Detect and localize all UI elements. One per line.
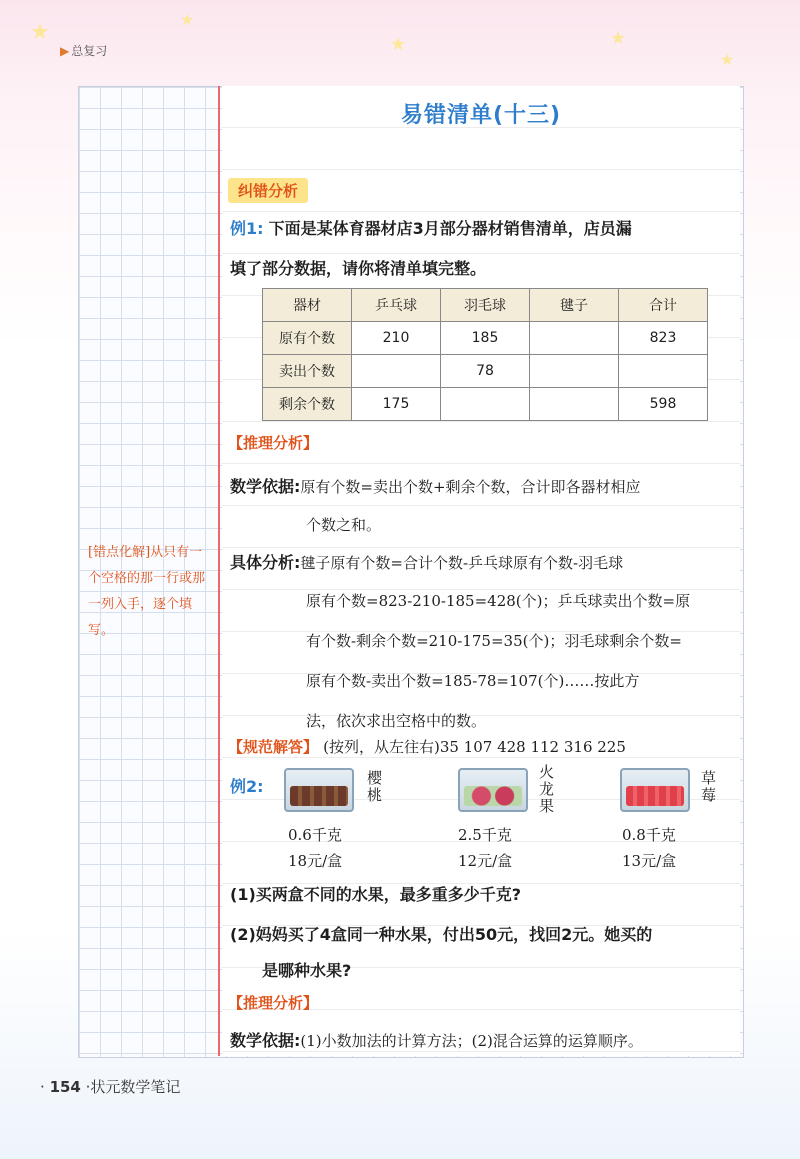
fruit-cherry [284, 768, 354, 812]
table-cell [441, 388, 530, 421]
star-decoration-icon: ★ [30, 20, 50, 45]
page-footer [40, 1076, 180, 1097]
star-decoration-icon: ★ [610, 28, 627, 49]
example1-question-line1: 例1: 下面是某体育器材店3月部分器材销售清单，店员漏 [230, 219, 632, 238]
table-header-cell: 器材 [263, 289, 352, 322]
basis-line2: 个数之和。 [306, 516, 382, 534]
analysis-line3: 有个数-剩余个数=210-175=35(个)；羽毛球剩余个数= [306, 632, 682, 650]
fruit-dragonfruit [458, 768, 528, 812]
analysis-label: 具体分析: [230, 553, 301, 572]
table-row-head: 卖出个数 [263, 355, 352, 388]
strawberry-box-icon [620, 768, 690, 812]
analysis-line5: 法，依次求出空格中的数。 [306, 712, 487, 730]
table-cell: 175 [352, 388, 441, 421]
table-cell [530, 355, 619, 388]
table-row-head: 剩余个数 [263, 388, 352, 421]
star-decoration-icon: ★ [390, 34, 407, 55]
example2-question2-line1: (2)妈妈买了4盒同一种水果，付出50元，找回2元。她买的 [230, 925, 653, 944]
fruit-price: 18元/盒 [288, 852, 343, 870]
margin-line [218, 86, 220, 1056]
triangle-icon: ▶ [60, 44, 70, 58]
basis-label: 数学依据: [230, 477, 301, 496]
example1-question-line2: 填了部分数据，请你将清单填完整。 [230, 259, 487, 278]
section-label: 纠错分析 [228, 178, 308, 203]
table-row [263, 355, 708, 388]
cherry-box-icon [284, 768, 354, 812]
table-row [263, 388, 708, 421]
fruit-strawberry [620, 768, 690, 812]
star-decoration-icon: ★ [720, 50, 735, 69]
analysis-line1: 具体分析:毽子原有个数=合计个数-乒乓球原有个数-羽毛球 [230, 553, 624, 572]
main-content [222, 86, 740, 1056]
book-title: ·状元数学笔记 [85, 1078, 181, 1096]
answer-text: (按列，从左往右)35 107 428 112 316 225 [323, 738, 626, 756]
table-header-cell: 合计 [619, 289, 708, 322]
fruit-price: 13元/盒 [622, 852, 677, 870]
basis-line1: 数学依据:原有个数=卖出个数+剩余个数，合计即各器材相应 [230, 477, 641, 496]
table-row-head: 原有个数 [263, 322, 352, 355]
star-decoration-icon: ★ [180, 10, 195, 29]
table-header-cell: 毽子 [530, 289, 619, 322]
section-tag: ▶ 总复习 [60, 44, 108, 58]
page-title: 易错清单(十三) [400, 103, 562, 128]
fruit-weight: 0.6千克 [288, 826, 342, 844]
fruit-name: 火龙果 [537, 764, 555, 815]
table-cell [530, 322, 619, 355]
table-cell: 185 [441, 322, 530, 355]
margin-note: [错点化解]从只有一个空格的那一行或那一列入手，逐个填写。 [88, 545, 206, 638]
table-header-cell: 乒乓球 [352, 289, 441, 322]
example2-label-line [230, 774, 264, 797]
example2-basis: 数学依据:(1)小数加法的计算方法；(2)混合运算的运算顺序。 [230, 1031, 643, 1050]
table-header-row [263, 289, 708, 322]
table-cell: 823 [619, 322, 708, 355]
analysis-line4: 原有个数-卖出个数=185-78=107(个)……按此方 [306, 672, 640, 690]
fruit-name: 樱桃 [365, 770, 383, 804]
table-header-cell: 羽毛球 [441, 289, 530, 322]
table-cell: 210 [352, 322, 441, 355]
answer-heading: 【规范解答】 [228, 738, 319, 756]
table-cell: 78 [441, 355, 530, 388]
fruit-weight: 0.8千克 [622, 826, 676, 844]
example2-label: 例2: [230, 777, 264, 796]
reasoning-heading-2: 【推理分析】 [228, 994, 319, 1012]
fruit-name: 草莓 [699, 770, 717, 804]
answer-line [228, 736, 626, 757]
sales-table [262, 288, 708, 421]
table-cell: 598 [619, 388, 708, 421]
dragonfruit-box-icon [458, 768, 528, 812]
table-cell [530, 388, 619, 421]
example2-question1: (1)买两盒不同的水果，最多重多少千克? [230, 885, 522, 904]
example1-label: 例1: [230, 219, 264, 238]
fruit-price: 12元/盒 [458, 852, 513, 870]
page-number: 154 [49, 1078, 81, 1096]
fruit-weight: 2.5千克 [458, 826, 512, 844]
example2-question2-line2: 是哪种水果? [262, 961, 352, 980]
reasoning-heading: 【推理分析】 [228, 434, 319, 452]
table-cell [619, 355, 708, 388]
basis-label: 数学依据: [230, 1031, 301, 1050]
table-row [263, 322, 708, 355]
table-cell [352, 355, 441, 388]
analysis-line2: 原有个数=823-210-185=428(个)；乒乓球卖出个数=原 [306, 592, 691, 610]
bullet-icon: · [40, 1078, 45, 1096]
